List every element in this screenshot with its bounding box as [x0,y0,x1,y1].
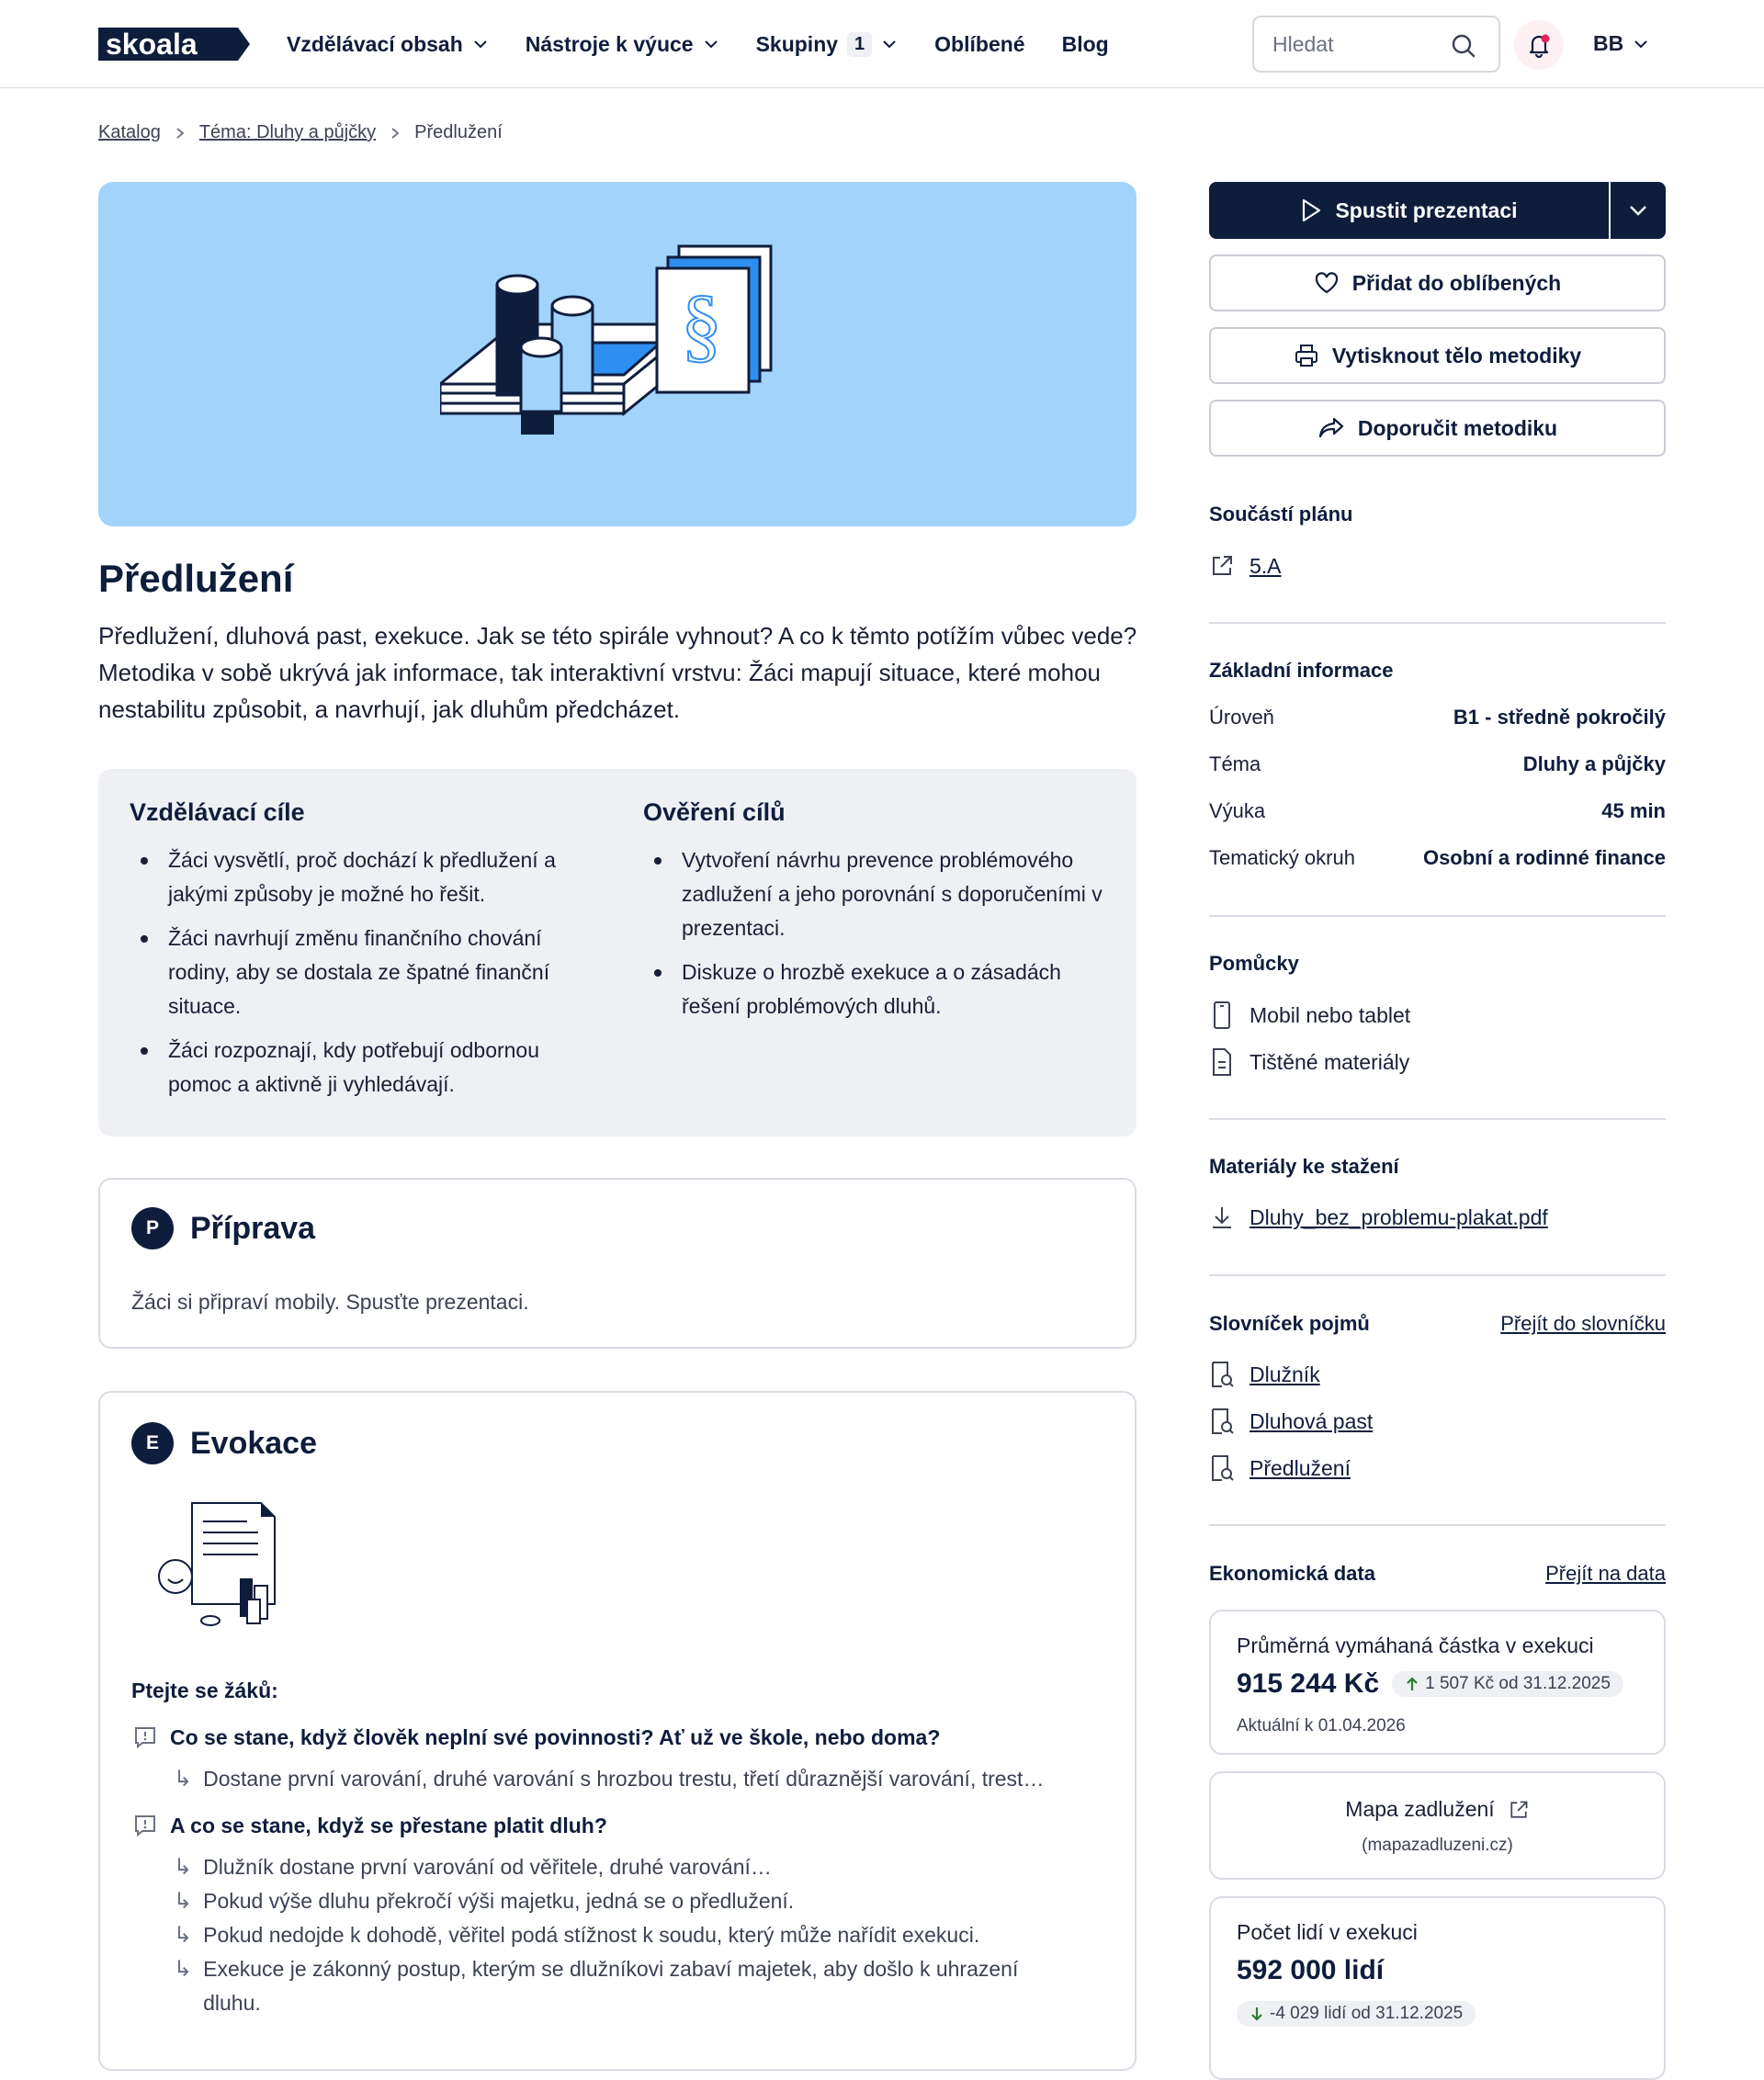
question-text: Co se stane, když člověk neplní své povinnosti? Ať už ve škole, nebo doma? [170,1725,941,1749]
nav-blog[interactable] [1062,32,1109,57]
section-letter-badge: E [131,1422,174,1464]
download-item [1209,1204,1548,1230]
goals-title: Vzdělávací cíle [130,798,305,826]
glossary-item [1209,1361,1320,1388]
people-in-execution-card [1209,1896,1666,2080]
econ-title: Ekonomická data [1209,1562,1375,1585]
info-value: Osobní a rodinné finance [1422,846,1666,869]
answer-item [174,1884,794,1918]
reply-arrow-icon: ↳ [174,1855,193,1880]
groups-count-badge: 1 [847,32,872,57]
question-text: A co se stane, když se přestane platit dluh? [170,1814,607,1837]
map-domain: (mapazadluzeni.cz) [1362,1836,1513,1855]
print-button[interactable] [1209,327,1666,384]
search-box [1252,16,1500,73]
chevron-right-icon [389,127,401,140]
glossary-item [1209,1407,1373,1435]
evocation-heading [131,1422,317,1464]
verification-item: Vytvoření návrhu prevence problémového zadlužení a jeho porovnání s doporučeními v prezentaci. [643,843,1112,945]
divider [1209,1274,1666,1276]
divider [1209,1118,1666,1120]
presentation-options-button[interactable] [1609,182,1666,239]
stat-value: 592 000 lidí [1237,1955,1385,1985]
answer-text: Dlužník dostane první varování od věřitele, druhé varování… [203,1855,772,1879]
glossary-link[interactable]: Dlužník [1250,1362,1320,1386]
goals-column [130,798,589,1112]
button-label: Přidat do oblíbených [1351,270,1562,295]
user-menu[interactable] [1593,31,1649,56]
button-label: Doporučit metodiku [1357,415,1558,440]
stat-label: Průměrná vymáhaná částka v exekuci [1237,1633,1594,1657]
nav-label: Vzdělávací obsah [287,31,463,56]
avg-execution-card [1209,1610,1666,1755]
stat-label: Počet lidí v exekuci [1237,1920,1418,1944]
glossary-link[interactable]: Dluhová past [1250,1408,1374,1433]
info-value: B1 - středně pokročilý [1453,706,1666,729]
nav-nastroje[interactable] [526,32,719,57]
breadcrumb [98,122,503,143]
stat-change-badge [1392,1671,1623,1697]
info-row [1209,706,1666,729]
tool-label: Mobil nebo tablet [1250,1002,1411,1027]
glossary-doc-icon [1209,1407,1235,1435]
hero-illustration [98,182,1136,526]
evocation-section [98,1391,1136,2071]
divider [1209,622,1666,624]
section-letter-badge: P [131,1207,174,1249]
page-title: Předlužení [98,557,294,600]
info-key: Téma [1209,752,1261,775]
add-to-favorites-button[interactable] [1209,254,1666,311]
play-icon [1300,198,1322,222]
start-presentation-group [1209,182,1666,239]
bell-icon [1525,31,1553,59]
answer-text: Pokud výše dluhu překročí výši majetku, jedná se o předlužení. [203,1889,795,1913]
answer-item [174,1850,772,1884]
reply-arrow-icon: ↳ [174,1957,193,1982]
button-label: Spustit prezentaci [1335,198,1518,222]
skoala-logo[interactable] [98,28,250,61]
page-description: Předlužení, dluhová past, exekuce. Jak se této spirále vyhnout? A co k těmto potížím vůbec vede? Metodika v sobě ukrývá jak informace, tak interaktivní vrstvu: Žáci mapují situace, které mohou nestabilitu způsobit, a navrhují, jak dluhům předcházet. [98,622,1137,723]
arrow-up-icon [1405,1676,1419,1692]
download-icon [1209,1204,1235,1230]
answer-item [174,1952,1074,2020]
plan-item [1209,553,1282,579]
basic-info-title: Základní informace [1209,659,1394,682]
top-header [0,0,1764,88]
question-item [133,1725,940,1750]
answer-text: Dostane první varování, druhé varování s hrozbou trestu, třetí důraznější varování, trest… [203,1767,1045,1791]
answer-item [174,1762,1044,1796]
section-title: Příprava [190,1210,316,1246]
search-input[interactable] [1272,32,1438,57]
heart-icon [1314,271,1340,295]
preparation-text: Žáci si připraví mobily. Spusťte prezentaci. [131,1290,529,1314]
stat-value: 915 244 Kč [1237,1668,1380,1699]
share-icon [1317,416,1345,440]
question-bubble-icon [133,1814,157,1837]
glossary-title: Slovníček pojmů [1209,1312,1370,1335]
reply-arrow-icon: ↳ [174,1767,193,1792]
arrow-down-icon [1250,2006,1264,2022]
tool-label: Tištěné materiály [1250,1049,1410,1074]
button-label: Vytisknout tělo metodiky [1331,343,1582,367]
goal-item: Žáci navrhují změnu finančního chování rodiny, aby se dostala ze špatné finanční situace. [130,921,589,1023]
info-row [1209,752,1666,776]
chevron-down-icon [881,36,898,52]
goal-item: Žáci vysvětlí, proč dochází k předlužení a jakými způsoby je možné ho řešit. [130,843,589,911]
document-icon [1209,1047,1235,1077]
stat-change-badge [1237,2001,1476,2027]
document-coins-illustration [155,1494,293,1632]
chevron-right-icon [174,127,187,140]
chevron-down-icon [1633,36,1649,52]
preparation-heading [131,1207,315,1249]
tool-item [1209,1000,1410,1030]
nav-skupiny[interactable] [756,32,899,57]
divider [1209,1524,1666,1526]
user-initials: BB [1593,31,1624,55]
info-key: Tematický okruh [1209,846,1355,869]
glossary-item [1209,1454,1351,1482]
breadcrumb-tema[interactable]: Téma: Dluhy a půjčky [198,122,377,142]
info-key: Úroveň [1209,706,1274,729]
recommend-button[interactable] [1209,400,1666,457]
nav-label: Skupiny [755,31,839,56]
info-row [1209,846,1666,870]
verification-title: Ověření cílů [643,798,786,826]
section-title: Evokace [190,1425,317,1461]
verification-column [643,798,1112,1034]
ask-students-label: Ptejte se žáků: [131,1679,278,1702]
svg-text:skoala: skoala [106,28,198,61]
nav-vzdelavaci-obsah[interactable] [287,32,489,57]
notifications-button[interactable] [1514,20,1564,70]
tool-item [1209,1047,1409,1077]
divider [1209,915,1666,917]
tools-title: Pomůcky [1209,952,1299,975]
change-text: 1 507 Kč od 31.12.2025 [1425,1674,1611,1693]
download-link[interactable]: Dluhy_bez_problemu-plakat.pdf [1250,1204,1548,1229]
map-label: Mapa zadlužení [1345,1797,1495,1821]
nav-label: Nástroje k výuce [525,31,694,56]
info-row [1209,799,1666,823]
plan-title: Součástí plánu [1209,503,1353,526]
printer-icon [1294,343,1319,368]
glossary-link[interactable]: Předlužení [1250,1455,1351,1480]
go-to-glossary-link[interactable]: Přejít do slovníčku [1500,1312,1666,1335]
goals-panel [98,769,1136,1136]
debt-illustration [440,237,808,458]
chevron-down-icon [1627,199,1649,221]
breadcrumb-katalog[interactable]: Katalog [98,122,161,142]
debt-map-card[interactable] [1209,1771,1666,1880]
info-key: Výuka [1209,799,1266,822]
downloads-title: Materiály ke stažení [1209,1155,1399,1178]
verification-item: Diskuze o hrozbě exekuce a o zásadách řešení problémových dluhů. [643,955,1112,1023]
plan-link[interactable]: 5.A [1250,553,1282,578]
external-link-icon [1209,553,1235,579]
goal-item: Žáci rozpoznají, kdy potřebují odbornou pomoc a aktivně ji vyhledávají. [130,1034,589,1102]
chevron-down-icon [703,36,719,52]
info-value: 45 min [1601,799,1666,822]
search-icon[interactable] [1451,33,1476,59]
answer-text: Pokud nedojde k dohodě, věřitel podá stížnost k soudu, který může nařídit exekuci. [203,1923,980,1947]
start-presentation-button[interactable] [1209,182,1609,239]
answer-item [174,1918,979,1952]
change-text: -4 029 lidí od 31.12.2025 [1270,2004,1464,2023]
go-to-data-link[interactable]: Přejít na data [1545,1562,1666,1585]
main-nav [287,0,1109,88]
question-bubble-icon [133,1725,157,1749]
info-value: Dluhy a půjčky [1522,752,1666,775]
nav-oblibene[interactable] [934,32,1024,57]
mobile-icon [1209,1000,1235,1030]
answer-text: Exekuce je zákonný postup, kterým se dlužníkovi zabaví majetek, aby došlo k uhrazení dluhu. [203,1957,1019,2015]
svg-text:§: § [681,279,722,370]
glossary-doc-icon [1209,1454,1235,1482]
external-link-icon [1508,1799,1530,1821]
reply-arrow-icon: ↳ [174,1889,193,1914]
glossary-doc-icon [1209,1361,1235,1388]
nav-label: Blog [1061,31,1109,56]
nav-label: Oblíbené [934,31,1025,56]
question-item [133,1814,607,1838]
stat-date: Aktuální k 01.04.2026 [1237,1716,1406,1735]
preparation-section [98,1178,1136,1349]
reply-arrow-icon: ↳ [174,1923,193,1948]
breadcrumb-current: Předlužení [414,122,503,142]
chevron-down-icon [472,36,489,52]
